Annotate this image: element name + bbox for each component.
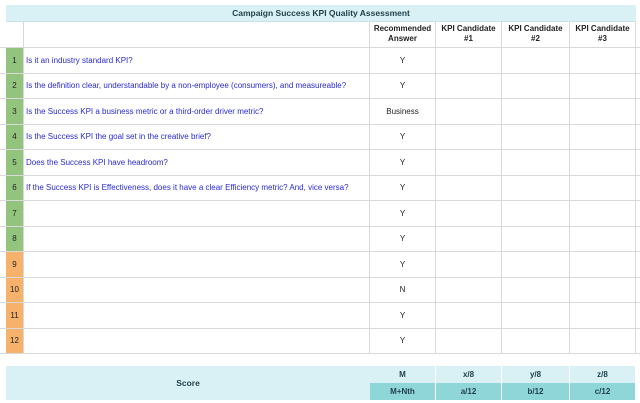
row-number[interactable]: 12 [6, 329, 24, 355]
row-edge [636, 329, 640, 355]
row-number[interactable]: 2 [6, 74, 24, 100]
question-cell[interactable]: Is the Success KPI a business metric or a third-order driver metric? [24, 99, 370, 125]
header-kpi-candidate-3[interactable]: KPI Candidate #3 [570, 21, 636, 48]
kpi-candidate-3-cell[interactable] [570, 74, 636, 100]
score-mnth-kpi3[interactable]: c/12 [570, 383, 636, 400]
row-edge [636, 125, 640, 151]
recommended-answer-cell[interactable]: Y [370, 303, 436, 329]
kpi-candidate-2-cell[interactable] [502, 303, 570, 329]
question-cell[interactable] [24, 227, 370, 253]
row-edge [636, 227, 640, 253]
score-m-kpi3[interactable]: z/8 [570, 366, 636, 383]
row-number[interactable]: 3 [6, 99, 24, 125]
kpi-candidate-2-cell[interactable] [502, 176, 570, 202]
question-cell[interactable] [24, 278, 370, 304]
row-edge [636, 278, 640, 304]
row-number[interactable]: 1 [6, 48, 24, 74]
table-row [0, 252, 640, 278]
kpi-candidate-2-cell[interactable] [502, 74, 570, 100]
row-edge [636, 252, 640, 278]
score-row-mnth [370, 383, 636, 400]
kpi-candidate-3-cell[interactable] [570, 150, 636, 176]
row-number[interactable]: 7 [6, 201, 24, 227]
score-mnth-kpi1[interactable]: a/12 [436, 383, 502, 400]
question-cell[interactable] [24, 303, 370, 329]
table-row [0, 99, 640, 125]
recommended-answer-cell[interactable]: Y [370, 150, 436, 176]
row-edge [636, 303, 640, 329]
row-number[interactable]: 5 [6, 150, 24, 176]
table-row [0, 227, 640, 253]
kpi-candidate-1-cell[interactable] [436, 99, 502, 125]
kpi-candidate-1-cell[interactable] [436, 329, 502, 355]
table-row [0, 329, 640, 355]
sheet-title: Campaign Success KPI Quality Assessment [6, 5, 636, 22]
kpi-candidate-1-cell[interactable] [436, 201, 502, 227]
kpi-candidate-3-cell[interactable] [570, 48, 636, 74]
recommended-answer-cell[interactable]: Y [370, 252, 436, 278]
kpi-candidate-2-cell[interactable] [502, 227, 570, 253]
table-row [0, 201, 640, 227]
question-cell[interactable] [24, 252, 370, 278]
score-row-m [370, 366, 636, 383]
row-edge [636, 74, 640, 100]
kpi-candidate-1-cell[interactable] [436, 176, 502, 202]
score-section [0, 366, 640, 403]
kpi-candidate-3-cell[interactable] [570, 329, 636, 355]
kpi-candidate-2-cell[interactable] [502, 48, 570, 74]
kpi-candidate-1-cell[interactable] [436, 227, 502, 253]
question-cell[interactable]: Is it an industry standard KPI? [24, 48, 370, 74]
score-label: Score [6, 366, 370, 400]
question-cell[interactable]: Is the Success KPI the goal set in the creative brief? [24, 125, 370, 151]
kpi-candidate-2-cell[interactable] [502, 278, 570, 304]
kpi-candidate-1-cell[interactable] [436, 125, 502, 151]
kpi-candidate-2-cell[interactable] [502, 150, 570, 176]
kpi-candidate-2-cell[interactable] [502, 329, 570, 355]
row-number[interactable]: 11 [6, 303, 24, 329]
table-row [0, 176, 640, 202]
table-row [0, 48, 640, 74]
kpi-candidate-1-cell[interactable] [436, 303, 502, 329]
recommended-answer-cell[interactable]: Y [370, 48, 436, 74]
score-mnth-label[interactable]: M+Nth [370, 383, 436, 400]
kpi-candidate-3-cell[interactable] [570, 252, 636, 278]
row-edge [636, 48, 640, 74]
question-cell[interactable]: Is the definition clear, understandable by a non-employee (consumers), and measureable? [24, 74, 370, 100]
kpi-candidate-3-cell[interactable] [570, 125, 636, 151]
header-row [0, 21, 640, 48]
kpi-candidate-2-cell[interactable] [502, 201, 570, 227]
recommended-answer-cell[interactable]: Y [370, 329, 436, 355]
kpi-candidate-2-cell[interactable] [502, 252, 570, 278]
table-row [0, 150, 640, 176]
row-edge [636, 99, 640, 125]
kpi-candidate-2-cell[interactable] [502, 125, 570, 151]
kpi-candidate-3-cell[interactable] [570, 99, 636, 125]
recommended-answer-cell[interactable]: Y [370, 176, 436, 202]
row-number[interactable]: 9 [6, 252, 24, 278]
score-m-kpi1[interactable]: x/8 [436, 366, 502, 383]
recommended-answer-cell[interactable]: Y [370, 201, 436, 227]
recommended-answer-cell[interactable]: Business [370, 99, 436, 125]
question-cell[interactable]: If the Success KPI is Effectiveness, does it have a clear Efficiency metric? And, vice versa? [24, 176, 370, 202]
question-cell[interactable] [24, 201, 370, 227]
recommended-answer-cell[interactable]: Y [370, 74, 436, 100]
row-number[interactable]: 6 [6, 176, 24, 202]
row-number[interactable]: 10 [6, 278, 24, 304]
question-cell[interactable]: Does the Success KPI have headroom? [24, 150, 370, 176]
table-row [0, 303, 640, 329]
kpi-candidate-1-cell[interactable] [436, 252, 502, 278]
recommended-answer-cell[interactable]: N [370, 278, 436, 304]
header-kpi-candidate-2[interactable]: KPI Candidate #2 [502, 21, 570, 48]
kpi-candidate-1-cell[interactable] [436, 150, 502, 176]
table-row [0, 125, 640, 151]
kpi-candidate-1-cell[interactable] [436, 74, 502, 100]
row-edge [636, 150, 640, 176]
recommended-answer-cell[interactable]: Y [370, 227, 436, 253]
row-edge [636, 176, 640, 202]
score-mnth-kpi2[interactable]: b/12 [502, 383, 570, 400]
table-row [0, 74, 640, 100]
question-cell[interactable] [24, 329, 370, 355]
kpi-candidate-3-cell[interactable] [570, 201, 636, 227]
kpi-candidate-3-cell[interactable] [570, 278, 636, 304]
header-recommended-answer[interactable]: Recommended Answer [370, 21, 436, 48]
table-row [0, 278, 640, 304]
kpi-candidate-3-cell[interactable] [570, 176, 636, 202]
kpi-candidate-3-cell[interactable] [570, 303, 636, 329]
kpi-candidate-2-cell[interactable] [502, 99, 570, 125]
kpi-candidate-1-cell[interactable] [436, 278, 502, 304]
row-number[interactable]: 8 [6, 227, 24, 253]
score-m-label[interactable]: M [370, 366, 436, 383]
kpi-candidate-3-cell[interactable] [570, 227, 636, 253]
score-m-kpi2[interactable]: y/8 [502, 366, 570, 383]
recommended-answer-cell[interactable]: Y [370, 125, 436, 151]
row-edge [636, 201, 640, 227]
header-kpi-candidate-1[interactable]: KPI Candidate #1 [436, 21, 502, 48]
row-number[interactable]: 4 [6, 125, 24, 151]
kpi-candidate-1-cell[interactable] [436, 48, 502, 74]
